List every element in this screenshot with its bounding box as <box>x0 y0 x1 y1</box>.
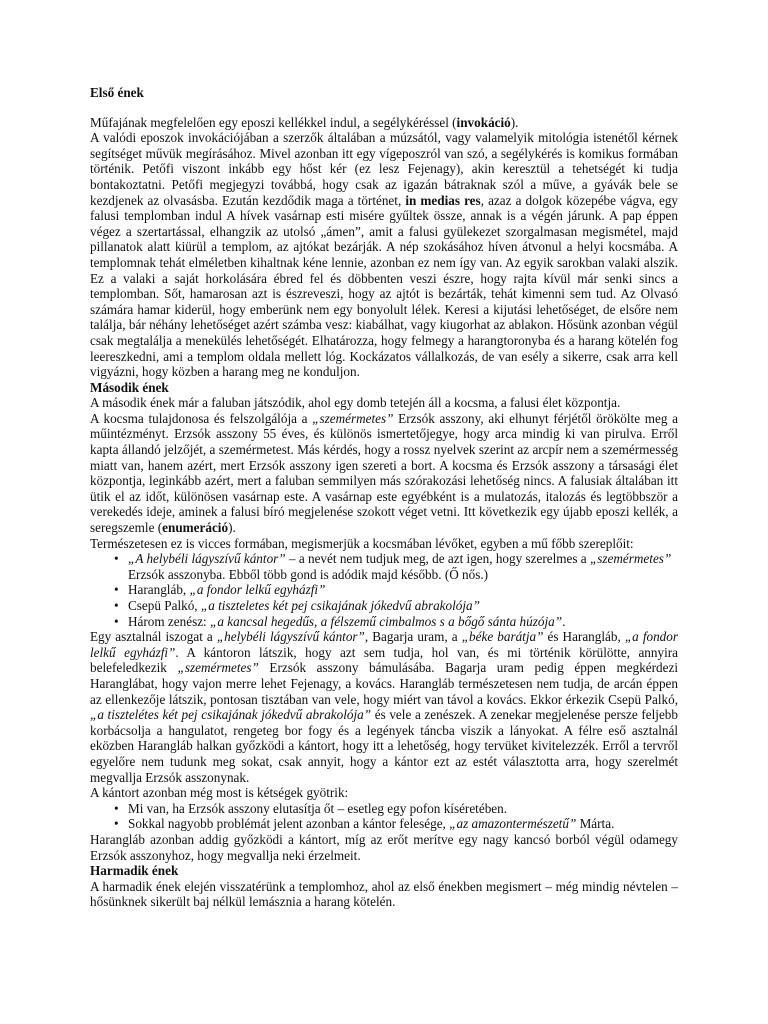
list-item <box>90 816 678 832</box>
first-canto-paragraph <box>90 130 678 380</box>
list-item <box>90 614 678 630</box>
second-canto-paragraph-4 <box>90 629 678 785</box>
text: és vele a zenészek. A zenekar megjelenése persze feljebb korbácsolja a hangulatot, rengeteg bor fogy és a legények táncba viszik a lányokat. A félre eső asztalnál eközben Harangláb halkan győzködi a kántort, hogy itt a lehetőség, hogy tervüket kivitelezzék. Erről a tervről egyelőre nem tudunk meg sokat, csak annyit, hogy a kántor ezt az estét választotta arra, hogy szerelmét megvallja Erzsók asszonynak. <box>90 707 678 785</box>
text: Csepü Palkó, <box>128 598 201 613</box>
list-item <box>90 551 678 582</box>
doubts-list <box>90 801 678 832</box>
quote: „az amazontermészetű” <box>449 816 577 832</box>
quote: „helybéli lágyszívű kántor” <box>216 629 365 645</box>
quote: „béke barátja” <box>461 629 544 645</box>
quote: „a fondor lelkű egyházfi” <box>189 582 326 598</box>
list-item <box>90 598 678 614</box>
text: A kocsma tulajdonosa és felszolgálója a <box>90 410 313 426</box>
section-title-first-canto: Első ének <box>90 85 144 100</box>
third-canto-paragraph: A harmadik ének elején visszatérünk a templomhoz, ahol az első énekben megismert – még mindig névtelen – hősünknek sikerült baj nélkül lemásznia a harang kötelén. <box>90 878 678 910</box>
text: Egy asztalnál iszogat a <box>90 629 217 645</box>
text: . A kántoron látszik, hogy azt sem tudja, hol van, és mi történik körülötte, annyira belefeledkezik <box>90 644 678 676</box>
text: Sokkal nagyobb problémát jelent azonban a kántor felesége, <box>128 816 450 832</box>
second-canto-paragraph-6: Harangláb azonban addig győzködi a kántort, míg az erőt merítve egy nagy kancsó borból végül odamegy Erzsók asszonyhoz, hogy megvallja neki érzelmeit. <box>90 831 678 863</box>
second-canto-paragraph-5: A kántort azonban még most is kétségek gyötrik: <box>90 785 349 801</box>
intro-paragraph <box>90 115 678 131</box>
second-canto-paragraph-1: A második ének már a faluban játszódik, ahol egy domb tetején áll a kocsma, a falusi élet központja. <box>90 395 621 411</box>
spacer <box>90 101 678 115</box>
text: Márta. <box>576 816 615 832</box>
text: – a nevét nem tudjuk meg, de azt igen, hogy szerelmes a <box>285 551 590 567</box>
section-title-third-canto: Harmadik ének <box>90 863 179 879</box>
term-in-medias-res: in medias res <box>405 192 481 208</box>
text: , Bagarja uram, a <box>364 629 462 645</box>
second-canto-paragraph-3: Természetesen ez is vicces formában, megismerjük a kocsmában lévőket, egyben a mű főbb szereplőit: <box>90 535 634 551</box>
quote: „a fondor lelkű egyházfi” <box>90 629 678 660</box>
characters-list <box>90 551 678 629</box>
text: , azaz a dolgok közepébe vágva, egy falusi templomban indul A hívek vasárnap esti misére gyűltek össze, annak is a végén járunk. A pap éppen végez a szertartással, elhangzik az utolsó „ámen”, amit a falusi gyülekezet szorgalmasan megismétel, majd pillanatok alatt kiürül a templom, az ajtókat bezárják. A nép szokásához híven átvonul a helyi kocsmába. A templomnak tehát elméletben kihaltnak kéne lennie, azonban ez nem így van. Az egyik sarokban valaki alszik. Ez a valaki a saját horkolására ébred fel és döbbenten veszi észre, hogy rajta kívül már senki sincs a templomban. Sőt, hamarosan azt is észreveszi, hogy az ajtót is bezárták, tehát kimenni sem tud. Az Olvasó számára hamar kiderül, hogy emberünk nem egy bonyolult lélek. Keresi a kijutási lehetőséget, de elsőre nem találja, bár néhány lehetőséget azért számba vesz: kiabálhat, vagy kiugorhat az ablakon. Hősünk azonban végül csak megtalálja a menekülés lehetőségét. Elhatározza, hogy felmegy a harangtoronyba és a harang kötelén fog leereszkedni, ami a templom oldala mellett lóg. Kockázatos vállalkozás, de van esély a sikerre, csak arra kell vigyázni, hogy közben a harang meg ne konduljon. <box>90 192 679 380</box>
text: ). <box>510 114 519 130</box>
second-canto-paragraph-2 <box>90 411 678 536</box>
text: Erzsók asszonyba. Ebből több gond is adódik majd később. (Ő nős.) <box>128 566 489 582</box>
text: Három zenész: <box>128 613 211 629</box>
term-invocation: invokáció <box>456 114 511 130</box>
list-item: • Mi van, ha Erzsók asszony elutasítja őt – esetleg egy pofon kíséretében. <box>90 801 678 817</box>
quote: „szemérmetes” <box>312 410 394 426</box>
quote: „szemérmetes” <box>177 660 259 676</box>
text: Erzsók asszony bámulásába. Bagarja uram pedig éppen megkérdezi Haranglábat, hogy vajon merre lehet Fejenagy, a kovács. Harangláb természetesen nem tudja, de arcán éppen az ellenkezője látszik, pontosan tisztában van vele, hogy miért van távol a kovács. Ekkor érkezik Csepü Palkó, <box>90 660 679 707</box>
text: és Harangláb, <box>543 629 625 645</box>
text: Műfajának megfelelően egy eposzi kellékkel indul, a segélykéréssel ( <box>90 114 457 130</box>
quote: „a kancsal hegedűs, a félszemű cimbalmos s a bőgő sánta húzója” <box>210 613 563 629</box>
quote: „a tiszteletes két pej csikajának jókedvű abrakolója” <box>200 598 480 613</box>
quote: „szemérmetes” <box>589 551 672 567</box>
document-page <box>90 85 678 910</box>
list-item <box>90 582 678 598</box>
text: . <box>562 613 566 629</box>
text: A valódi eposzok invokációjában a szerzők általában a múzsától, vagy valamelyik mitológia istenétől kérnek segítséget művük megírásához. Mivel azonban itt egy vígeposzról van szó, a segélykérés is komikus formában történik. Petőfi viszont inkább egy hőst kér (ez lesz Fejenagy), akin keresztül a tehetségét ki tudja bontakoztatni. Petőfi megjegyzi továbbá, hogy csak az igazán bátraknak szól a műve, a gyávák bele se kezdjenek az olvasásba. Ezután kezdődik maga a történet, <box>90 130 678 208</box>
text: ). <box>228 520 236 536</box>
quote: „A helybéli lágyszívű kántor” <box>128 551 286 567</box>
section-title-second-canto: Második ének <box>90 379 169 395</box>
text: Erzsók asszony, aki elhunyt férjétől örökölte meg a műintézményt. Erzsók asszony 55 éves, és különös ismertetőjegye, hogy arca mindig ki van pirulva. Erről kapta állandó jelzőjét, a szemérmetest. Más kérdés, hogy a rossz nyelvek szerint az arcpír nem a szemérmesség miatt van, hanem azért, mert Erzsók asszony igen szereti a bort. A kocsma és Erzsók asszony a társasági élet központja, leginkább azért, mert a faluban semmilyen más szórakozási lehetőség nincs. A falusiak általában itt ütik el az időt, különösen vasárnap este. A vasárnap este egyébként is a mulatozás, italozás és legtöbbször a verekedés ideje, aminek a falusi bíró megjelenése szokott véget vetni. Itt következik egy újabb eposzi kellék, a seregszemle ( <box>90 410 678 536</box>
text: Harangláb, <box>128 582 190 598</box>
quote: „a tisztelétes két pej csikajának jókedvű abrakolója” <box>90 707 372 723</box>
term-enumeration: enumeráció <box>162 520 229 536</box>
